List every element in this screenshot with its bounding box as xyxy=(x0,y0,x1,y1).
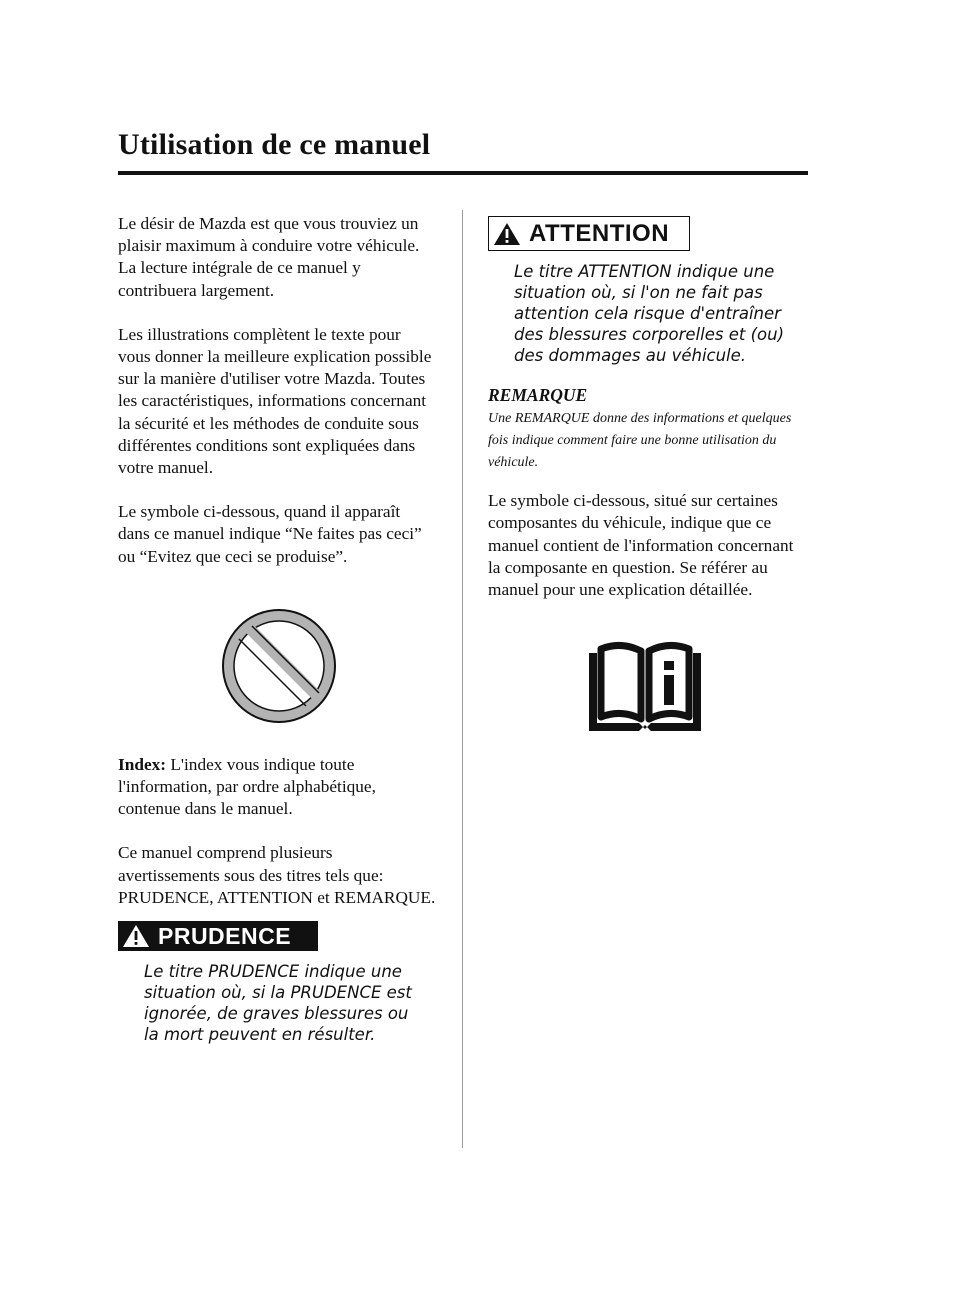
attention-label: ATTENTION xyxy=(529,219,670,247)
prudence-label: PRUDENCE xyxy=(158,922,292,949)
prudence-label-box xyxy=(118,921,318,951)
right-column xyxy=(488,213,810,735)
remarque-text: Une REMARQUE donne des informations et quelques fois indique comment faire une bonne utilisation du véhicule. xyxy=(488,411,792,471)
left-column xyxy=(118,213,436,1063)
manual-book-icon xyxy=(585,639,705,735)
intro-paragraph: Le désir de Mazda est que vous trouviez un plaisir maximum à conduire votre véhicule. La lecture intégrale de ce manuel y contribuera largement. xyxy=(118,214,420,300)
attention-label-box xyxy=(488,216,690,251)
prohibition-paragraph: Le symbole ci-dessous, quand il apparaît dans ce manuel indique “Ne faites pas ceci” ou “Evitez que ceci se produise”. xyxy=(118,502,422,566)
attention-text: Le titre ATTENTION indique une situation où, si l'on ne fait pas attention cela risque d'entraîner des blessures corporelles et (ou) des dommages au véhicule. xyxy=(514,262,785,365)
page-title: Utilisation de ce manuel xyxy=(118,128,431,161)
remarque-heading: REMARQUE xyxy=(488,385,588,405)
illustrations-paragraph: Les illustrations complètent le texte pour vous donner la meilleure explication possible sur la manière d'utiliser votre Mazda. Toutes les caractéristiques, informations concernant la sécurité et les méthodes de conduite sous différentes conditions sont expliquées dans votre manuel. xyxy=(118,324,432,478)
title-rule xyxy=(118,171,808,175)
prohibition-icon xyxy=(219,606,339,726)
column-divider xyxy=(462,210,463,1148)
warnings-paragraph: Ce manuel comprend plusieurs avertissements sous des titres tels que: PRUDENCE, ATTENTION et REMARQUE. xyxy=(118,843,436,907)
index-text: L'index vous indique toute l'information, par ordre alphabétique, contenue dans le manuel. xyxy=(118,754,376,819)
warning-triangle-icon xyxy=(122,924,150,948)
index-label: Index: xyxy=(118,754,167,774)
index-paragraph xyxy=(118,754,436,821)
manual-symbol-paragraph: Le symbole ci-dessous, situé sur certaines composantes du véhicule, indique que ce manuel contient de l'information concernant la composante en question. Se référer au manuel pour une explication détaillée. xyxy=(488,491,794,600)
warning-triangle-icon xyxy=(493,222,521,246)
prudence-text: Le titre PRUDENCE indique une situation où, si la PRUDENCE est ignorée, de graves blessures ou la mort peuvent en résulter. xyxy=(144,962,412,1045)
